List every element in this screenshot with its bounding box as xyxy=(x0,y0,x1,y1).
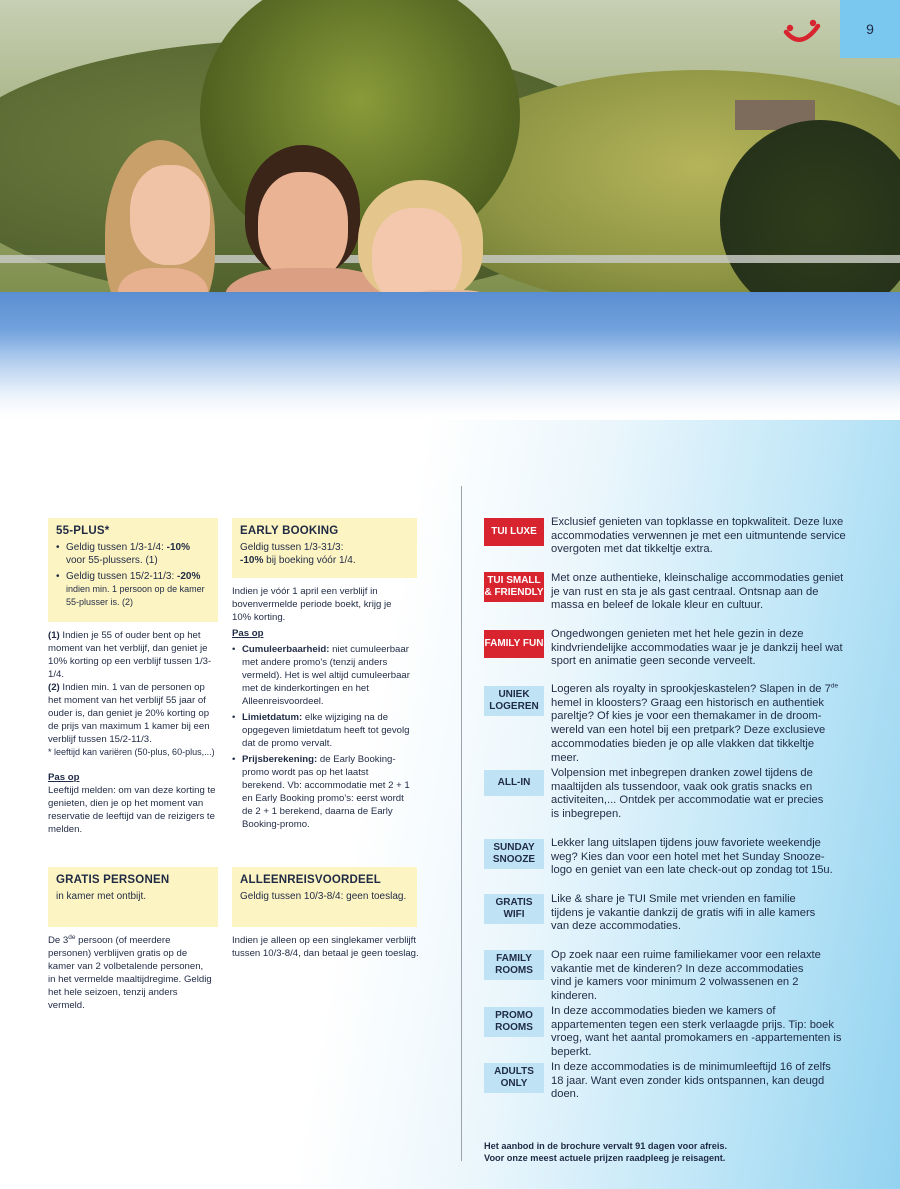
promo-55-plus-notes xyxy=(48,629,216,836)
pas-op-text: Leeftijd melden: om van deze korting te genieten, dien je op het moment van reservatie de leeftijd van de reizigers te melden. xyxy=(48,785,216,835)
discount-value: -10% xyxy=(240,555,264,566)
footer-line-2: Voor onze meest actuele prijzen raadpleeg je reisagent. xyxy=(484,1153,726,1163)
bullet-text: Geldig tussen 15/2-11/3: xyxy=(66,571,177,582)
text: hemel in kloosters? Graag een historisch en authentiek pareltje? Of kies je voor een themakamer in de droom-wereld van een hotel bij een pretpark? Deze exclusieve accommodaties bieden je op alle vlakken dat tikkeltje meer. xyxy=(551,696,826,764)
promo-55-plus-bullet-1 xyxy=(56,541,210,567)
pas-op-title: Pas op xyxy=(48,772,80,783)
early-booking-bullet-3 xyxy=(232,753,412,831)
promo-gratis-personen-text xyxy=(48,934,213,1012)
bullet-heading: Prijsberekening: xyxy=(242,754,318,765)
label-adults-only-description: In deze accommodaties is de minimumleeftijd 16 of zelfs 18 jaar. Want even zonder kids ontspannen, kan deugd doen. xyxy=(551,1061,831,1101)
pas-op-title: Pas op xyxy=(232,628,264,639)
note-2 xyxy=(48,681,216,746)
ordinal-suffix: de xyxy=(830,682,839,690)
promo-55-plus-box xyxy=(48,518,218,622)
promo-gratis-personen-title: GRATIS PERSONEN xyxy=(56,874,170,886)
early-booking-bullet-2 xyxy=(232,711,412,750)
promo-alleenreis-title: ALLEENREISVOORDEEL xyxy=(240,874,381,886)
label-promo-rooms-description: In deze accommodaties bieden we kamers of appartementen tegen een sterk verlaagde prijs. Tip: boek vroeg, want het aantal promokamers en -appartementen is beperkt. xyxy=(551,1005,842,1059)
promo-early-booking-title: EARLY BOOKING xyxy=(240,525,339,537)
text: persoon (of meerdere personen) verblijven gratis op de kamer van 2 volbetalende personen, in het vermelde maaltijdregime. Geldig het hele seizoen, tenzij anders vermeld. xyxy=(48,935,212,1011)
label-gratis-wifi: GRATIS WIFI xyxy=(484,894,544,924)
bullet-text-small: indien min. 1 persoon op de kamer xyxy=(66,584,205,594)
note-3: * leeftijd kan variëren (50-plus, 60-plus,...) xyxy=(48,747,215,757)
label-family-rooms-description: Op zoek naar een ruime familiekamer voor een relaxte vakantie met de kinderen? In deze accommodaties vind je kamers voor minimum 2 volwassenen en 2 kinderen. xyxy=(551,949,821,1003)
label-adults-only: ADULTS ONLY xyxy=(484,1063,544,1093)
gratis-personen-subtitle: in kamer met ontbijt. xyxy=(56,891,147,902)
label-tui-luxe-description: Exclusief genieten van topklasse en topkwaliteit. Deze luxe accommodaties verwennen je met een uitmuntende service overgoten met dat tikkeltje extra. xyxy=(551,516,846,556)
footer-line-1: Het aanbod in de brochure vervalt 91 dagen voor afreis. xyxy=(484,1141,728,1151)
alleenreis-description: Indien je alleen op een singlekamer verblijft tussen 10/3-8/4, dan betaal je geen toeslag. xyxy=(232,935,419,959)
early-booking-intro: Indien je vóór 1 april een verblijf in bovenvermelde periode boekt, krijg je 10% korting. xyxy=(232,586,392,623)
photo-mother-face xyxy=(258,172,348,282)
label-family-rooms: FAMILY ROOMS xyxy=(484,950,544,980)
ordinal-suffix: de xyxy=(68,933,76,941)
gratis-personen-description xyxy=(48,934,213,1012)
note-text: Indien je 55 of ouder bent op het moment van het verblijf, dan geniet je 10% korting op een verblijf tussen 1/3-1/4. xyxy=(48,630,212,680)
promo-alleenreis-box xyxy=(232,867,417,927)
bullet-text: de Early Booking-promo wordt pas op het laatst berekend. Vb: accommodatie met 2 + 1 en Early Booking promo's: eerst wordt de 2 + 1 berekend, daarna de Early Booking-promo. xyxy=(242,754,410,830)
note-label: (1) xyxy=(48,630,60,641)
bullet-heading: Limietdatum: xyxy=(242,712,303,723)
discount-text: bij boeking vóór 1/4. xyxy=(263,555,356,566)
label-sunday-snooze-description: Lekker lang uitslapen tijdens jouw favoriete weekendje weg? Kies dan voor een hotel met het Sunday Snooze-logo en geniet van een late check-out op zondag tot 15u. xyxy=(551,837,833,877)
text: Logeren als royalty in sprookjeskastelen? Slapen in de 7 xyxy=(551,683,831,695)
label-all-in-description: Volpension met inbegrepen dranken zowel tijdens de maaltijden als tussendoor, vaak ook gratis snacks en activiteiten,... Ontdek per accommodatie wat er precies is inbegrepen. xyxy=(551,767,824,821)
label-tui-luxe: TUI LUXE xyxy=(484,518,544,546)
bullet-text: Geldig tussen 1/3-1/4: xyxy=(66,542,167,553)
bullet-text-small: 55-plusser is. (2) xyxy=(66,597,134,607)
photo-fade xyxy=(0,330,900,420)
bullet-heading: Cumuleerbaarheid: xyxy=(242,644,330,655)
early-booking-bullet-1 xyxy=(232,643,412,708)
promo-55-plus-title: 55-PLUS* xyxy=(56,525,110,537)
label-sunday-snooze: SUNDAY SNOOZE xyxy=(484,839,544,869)
note-label: (2) xyxy=(48,682,60,693)
hero-photo xyxy=(0,0,900,420)
photo-girl-face xyxy=(130,165,210,265)
discount-value: -20% xyxy=(177,571,201,582)
label-gratis-wifi-description: Like & share je TUI Smile met vrienden en familie tijdens je vakantie dankzij de gratis wifi in alle kamers van deze accommodaties. xyxy=(551,893,816,933)
note-1 xyxy=(48,629,216,681)
page-number: 9 xyxy=(840,0,900,58)
promo-gratis-personen-box xyxy=(48,867,218,927)
label-tui-small-friendly: TUI SMALL & FRIENDLY xyxy=(484,572,544,602)
bullet-text: niet cumuleerbaar met andere promo's (tenzij anders vermeld). Het is wel altijd cumuleerbaar met de kinderkortingen en het Alleenreisvoordeel. xyxy=(242,644,410,707)
label-family-fun-description: Ongedwongen genieten met het hele gezin in deze kindvriendelijke accommodaties waar je je dankzij heel wat sport en animatie geen seconde verveelt. xyxy=(551,628,843,668)
early-booking-period: Geldig tussen 1/3-31/3: xyxy=(240,542,344,553)
discount-value: -10% xyxy=(166,542,190,553)
bullet-text: elke wijziging na de opgegeven limietdatum heeft tot gevolg dat de promo vervalt. xyxy=(242,712,410,749)
promo-alleenreis-text xyxy=(232,934,422,960)
note-text: Indien min. 1 van de personen op het moment van het verblijf 55 jaar of ouder is, dan geniet je 20% korting op de prijs van maximum 1 kamer bij een verblijf tussen 15/2-11/3. xyxy=(48,682,210,745)
tui-smile-logo-icon xyxy=(783,18,823,48)
promo-55-plus-bullet-2 xyxy=(56,570,210,609)
promo-early-booking-text xyxy=(232,585,412,831)
label-all-in: ALL-IN xyxy=(484,770,544,796)
footer-disclaimer xyxy=(484,1140,727,1164)
label-uniek-logeren-description xyxy=(551,683,843,765)
label-tui-small-friendly-description: Met onze authentieke, kleinschalige accommodaties geniet je van rust en sta je als gast centraal. Ontsnap aan de massa en beleef de lokale kleur en cultuur. xyxy=(551,572,844,612)
promo-early-booking-box xyxy=(232,518,417,578)
label-family-fun: FAMILY FUN xyxy=(484,630,544,658)
early-booking-discount xyxy=(240,554,409,567)
text: De 3 xyxy=(48,935,69,946)
label-promo-rooms: PROMO ROOMS xyxy=(484,1007,544,1037)
label-uniek-logeren: UNIEK LOGEREN xyxy=(484,686,544,716)
bullet-text: voor 55-plussers. (1) xyxy=(66,555,158,566)
alleenreis-period: Geldig tussen 10/3-8/4: geen toeslag. xyxy=(240,891,407,902)
column-divider xyxy=(461,486,462,1161)
